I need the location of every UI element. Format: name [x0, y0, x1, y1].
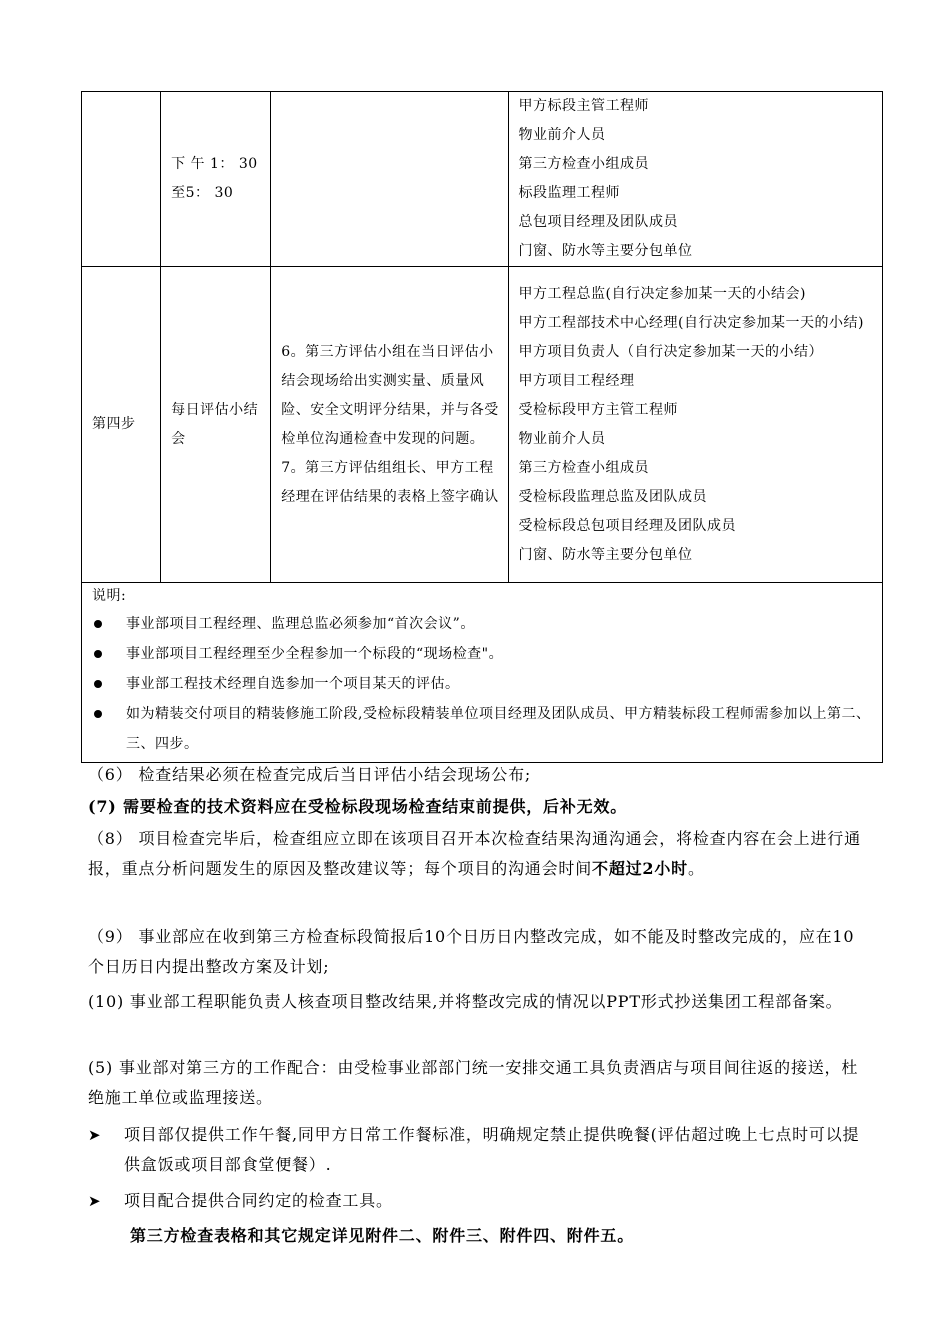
notes-title: 说明: [92, 588, 127, 604]
attendee-line: 门窗、防水等主要分包单位 [518, 546, 693, 563]
attendee-line: 甲方项目负责人（自行决定参加某一天的小结） [518, 343, 823, 360]
table-row [82, 92, 883, 267]
attendee-line: 甲方工程部技术中心经理(自行决定参加某一天的小结) [518, 314, 864, 331]
note-text: 如为精装交付项目的精装修施工阶段,受检标段精装单位项目经理及团队成员、甲方精装标段工程师需参加以上第二、三、四步。 [126, 706, 871, 752]
paragraph-9: （9） 事业部应在收到第三方检查标段简报后10个日历日内整改完成，如不能及时整改完成的，应在10个日历日内提出整改方案及计划; [88, 927, 855, 976]
attendee-line: 物业前介人员 [518, 430, 606, 447]
bullet-icon [94, 710, 102, 718]
note-text: 事业部工程技术经理自选参加一个项目某天的评估。 [126, 676, 460, 692]
table-row [82, 267, 883, 583]
bullet-icon [94, 650, 102, 658]
content-item: 6。第三方评估小组在当日评估小结会现场给出实测实量、质量风险、安全文明评分结果，并与各受检单位沟通检查中发现的问题。 [281, 343, 499, 447]
arrowhead-icon: ➤ [88, 1126, 102, 1144]
bullet-icon [94, 680, 102, 688]
attendees-cell [508, 267, 883, 583]
attendee-line: 总包项目经理及团队成员 [518, 214, 678, 230]
time-line: 下 午 1： 30 [171, 156, 258, 172]
attendee-line: 标段监理工程师 [518, 185, 620, 201]
note-text: 事业部项目工程经理、监理总监必须参加“首次会议”。 [126, 616, 475, 632]
closing-statement: 第三方检查表格和其它规定详见附件二、附件三、附件四、附件五。 [130, 1226, 635, 1245]
arrow-text: 项目部仅提供工作午餐,同甲方日常工作餐标准，明确规定禁止提供晚餐(评估超过晚上七点时可以提供盒饭或项目部食堂便餐）. [124, 1125, 860, 1174]
time-line: 至5： 30 [171, 185, 234, 201]
attendee-line: 受检标段总包项目经理及团队成员 [518, 517, 736, 534]
notes-cell [82, 583, 883, 763]
list-item [92, 699, 872, 759]
paragraph-8-end: 。 [687, 859, 705, 878]
paragraph-6: （6） 检查结果必须在检查完成后当日评估小结会现场公布; [88, 765, 532, 784]
attendee-line: 甲方项目工程经理 [518, 372, 635, 389]
attendee-line: 第三方检查小组成员 [518, 156, 649, 172]
content-cell [271, 92, 508, 267]
paragraph-5: (5) 事业部对第三方的工作配合：由受检事业部部门统一安排交通工具负责酒店与项目间往返的接送，杜绝施工单位或监理接送。 [88, 1058, 859, 1107]
schedule-table [81, 91, 883, 763]
attendee-line: 受检标段监理总监及团队成员 [518, 488, 707, 505]
paragraph-8-text: （8） 项目检查完毕后，检查组应立即在该项目召开本次检查结果沟通沟通会，将检查内容在会上进行通报，重点分析问题发生的原因及整改建议等；每个项目的沟通会时间 [88, 829, 861, 878]
notes-row [82, 583, 883, 763]
attendee-line: 物业前介人员 [518, 127, 606, 143]
activity-cell [161, 267, 271, 583]
content-item: 7。第三方评估组组长、甲方工程经理在评估结果的表格上签字确认 [281, 459, 499, 505]
content-cell [271, 267, 508, 583]
bullet-icon [94, 620, 102, 628]
time-cell [161, 92, 271, 267]
paragraph-8 [88, 824, 868, 884]
list-item [92, 669, 872, 699]
list-item [92, 639, 872, 669]
step-cell: 第四步 [82, 267, 161, 583]
list-item [92, 609, 872, 639]
attendees-cell [508, 92, 883, 267]
paragraph-8-emphasis: 不超过2小时 [592, 859, 688, 878]
attendee-line: 门窗、防水等主要分包单位 [518, 243, 693, 259]
note-text: 事业部项目工程经理至少全程参加一个标段的“现场检查"。 [126, 646, 504, 662]
attendee-line: 甲方工程总监(自行决定参加某一天的小结会) [518, 285, 806, 302]
attendee-line: 第三方检查小组成员 [518, 459, 649, 476]
arrowhead-icon: ➤ [88, 1192, 102, 1210]
paragraph-7: (7) 需要检查的技术资料应在受检标段现场检查结束前提供，后补无效。 [88, 797, 628, 816]
paragraph-10: (10) 事业部工程职能负责人核查项目整改结果,并将整改完成的情况以PPT形式抄送集团工程部备案。 [88, 992, 843, 1011]
activity-text: 每日评估小结会 [171, 401, 259, 447]
list-item [88, 1120, 868, 1180]
arrow-text: 项目配合提供合同约定的检查工具。 [124, 1191, 393, 1210]
attendee-line: 甲方标段主管工程师 [518, 98, 649, 114]
list-item [88, 1186, 868, 1216]
step-cell [82, 92, 161, 267]
attendee-line: 受检标段甲方主管工程师 [518, 401, 678, 418]
